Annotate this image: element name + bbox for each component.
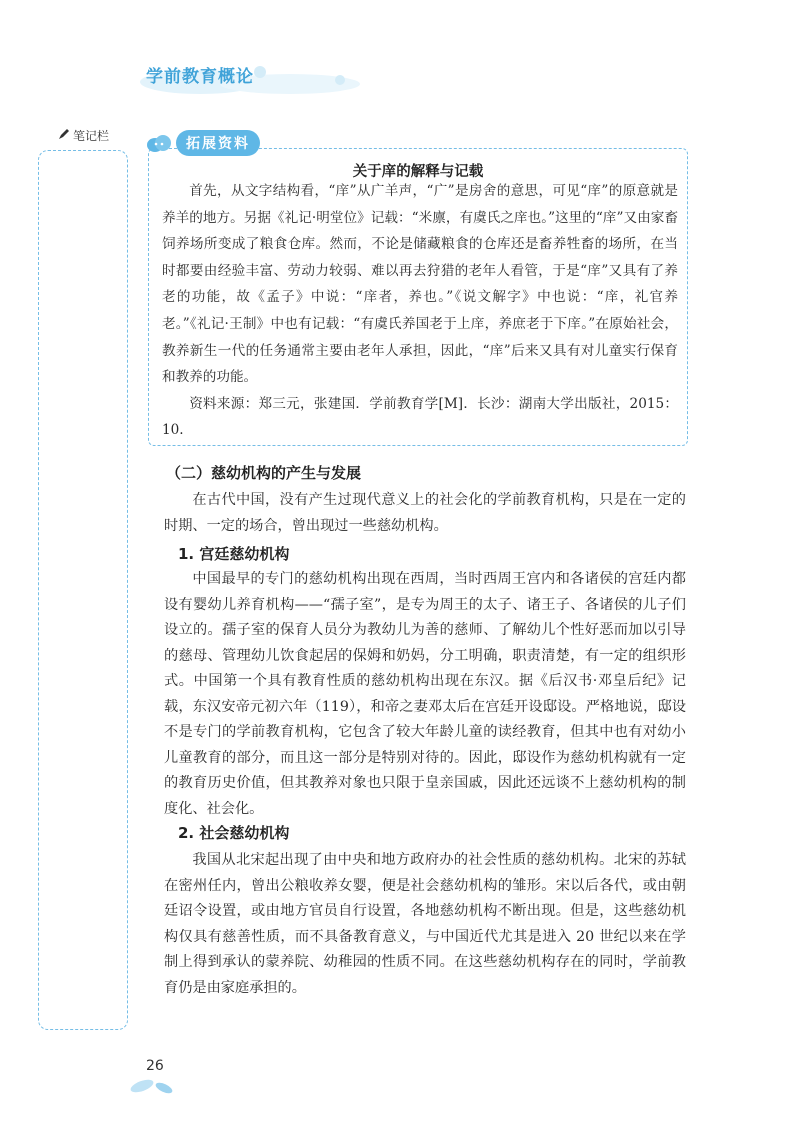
subsection-1-paragraph: 中国最早的专门的慈幼机构出现在西周，当时西周王宫内和各诸侯的宫廷内都设有婴幼儿养育机构——“孺子室”，是专为周王的太子、诸王子、各诸侯的儿子们设立的。孺子室的保育人员分为教幼儿为善的慈师、了解幼儿个性好恶而加以引导的慈母、管理幼儿饮食起居的保姆和奶妈，分工明确，职责清楚，有一定的组织形式。中国第一个具有教育性质的慈幼机构出现在东汉。据《后汉书·邓皇后纪》记载，东汉安帝元初六年（119），和帝之妻邓太后在宫廷开设邸设。严格地说，邸设不是专门的学前教育机构，它包含了较大年龄儿童的读经教育，但其中也有对幼小儿童教育的部分，而且这一部分是特别对待的。因此，邸设作为慈幼机构就有一定的教育历史价值，但其教养对象也只限于皇亲国戚，因此还远谈不上慈幼机构的制度化、社会化。 — [164, 571, 686, 817]
subsection-2-heading: 2. 社会慈幼机构 — [178, 824, 290, 842]
section-heading: （二）慈幼机构的产生与发展 — [166, 464, 362, 482]
extension-title: 关于庠的解释与记载 — [352, 163, 484, 180]
page-number: 26 — [146, 1058, 164, 1074]
notes-column-label — [58, 127, 109, 144]
notes-column-box — [38, 150, 128, 1030]
extension-badge — [146, 130, 260, 156]
notes-label-text: 笔记栏 — [73, 129, 110, 143]
extension-source: 资料来源：郑三元，张建国．学前教育学[M]．长沙：湖南大学出版社，2015：10. — [162, 395, 678, 439]
running-header-title: 学前教育概论 — [146, 67, 254, 87]
extension-paragraph: 首先，从文字结构看，“庠”从广羊声，“广”是房舍的意思，可见“庠”的原意就是养羊的地方。另据《礼记·明堂位》记载：“米廪，有虞氏之庠也。”这里的“庠”又由家畜饲养场所变成了粮食仓库。然而，不论是储藏粮食的仓库还是畜养牲畜的场所，在当时都要由经验丰富、劳动力较弱、难以再去狩猎的老年人看管，于是“庠”又具有了养老的功能，故《孟子》中说：“庠者，养也。”《说文解字》中也说：“庠，礼官养老。”《礼记·王制》中也有记载：“有虞氏养国老于上庠，养庶老于下庠。”在原始社会，教养新生一代的任务通常主要由老年人承担，因此，“庠”后来又具有对儿童实行保育和教养的功能。 — [162, 183, 678, 386]
extension-badge-label: 拓展资料 — [176, 130, 260, 156]
section-intro-paragraph: 在古代中国，没有产生过现代意义上的社会化的学前教育机构，只是在一定的时期、一定的场合，曾出现过一些慈幼机构。 — [164, 492, 686, 534]
subsection-2-paragraph: 我国从北宋起出现了由中央和地方政府办的社会性质的慈幼机构。北宋的苏轼在密州任内，曾出公粮收养女婴，便是社会慈幼机构的雏形。宋以后各代，或由朝廷诏令设置，或由地方官员自行设置，各地慈幼机构不断出现。但是，这些慈幼机构仅具有慈善性质，而不具备教育意义，与中国近代尤其是进入 20 世纪以来在学制上得到承认的蒙养院、幼稚园的性质不同。在这些慈幼机构存在的同时，学前教育仍是由家庭承担的。 — [164, 852, 686, 996]
subsection-1-heading: 1. 宫廷慈幼机构 — [178, 545, 290, 563]
cloud-icon — [146, 132, 172, 154]
pen-icon — [58, 128, 70, 143]
extension-body — [162, 178, 678, 444]
